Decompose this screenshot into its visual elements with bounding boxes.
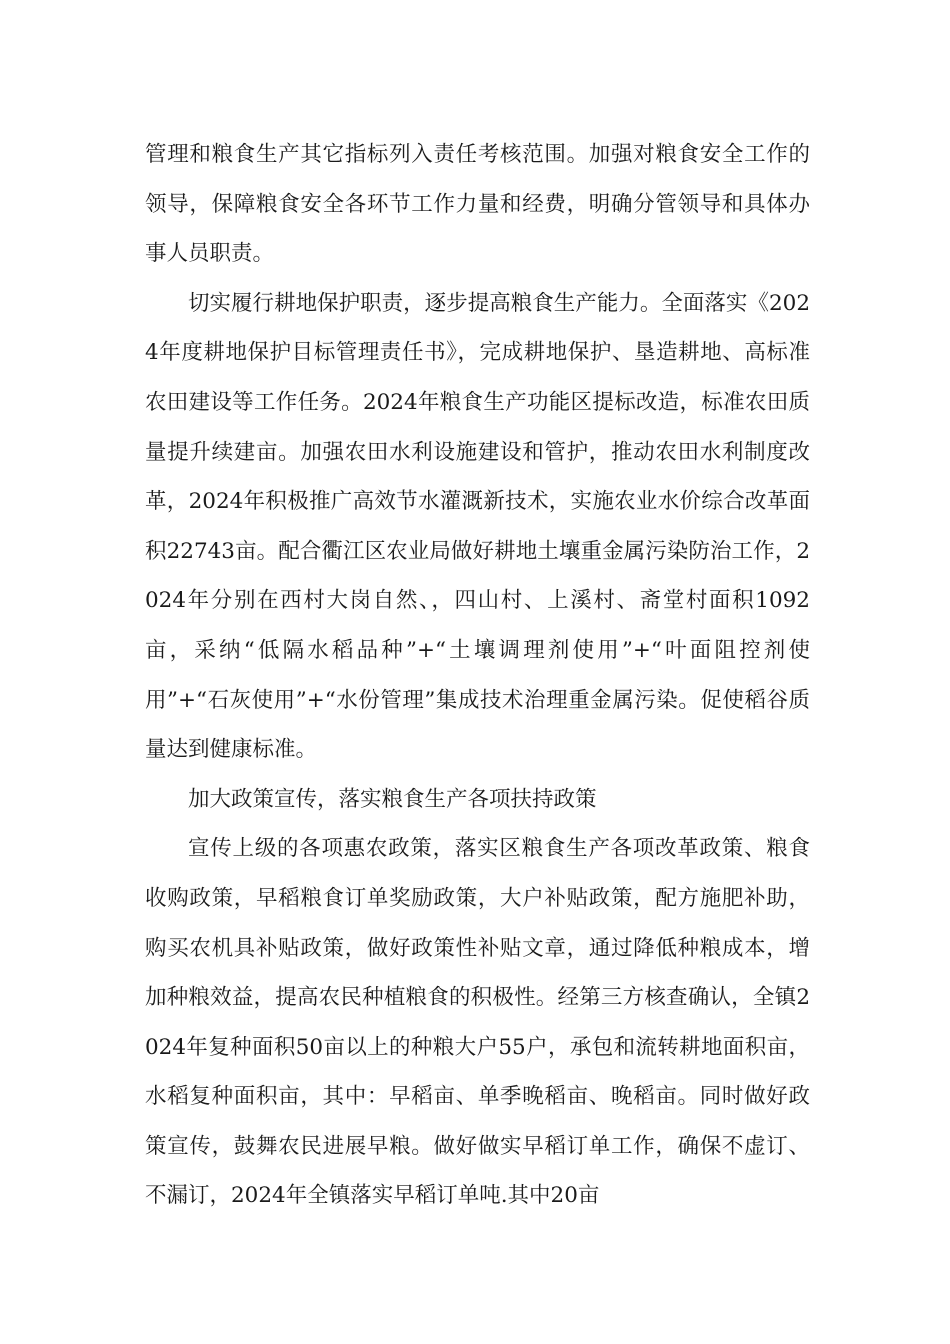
paragraph-policy-promotion: 宣传上级的各项惠农政策，落实区粮食生产各项改革政策、粮食收购政策，早稻粮食订单奖励政策，大户补贴政策，配方施肥补助，购买农机具补贴政策，做好政策性补贴文章，通过降低种粮成本，增加种粮效益，提高农民种植粮食的积极性。经第三方核查确认，全镇2024年复种面积50亩以上的种粮大户55户，承包和流转耕地面积亩，水稻复种面积亩，其中：早稻亩、单季晚稻亩、晚稻亩。同时做好政策宣传，鼓舞农民进展早粮。做好做实早稻订单工作，确保不虚订、不漏订，2024年全镇落实早稻订单吨.其中20亩: [145, 836, 810, 1209]
document-body: [145, 130, 810, 1221]
section-heading-policy: 加大政策宣传，落实粮食生产各项扶持政策: [188, 786, 597, 812]
paragraph-responsibility: 管理和粮食生产其它指标列入责任考核范围。加强对粮食安全工作的领导，保障粮食安全各环节工作力量和经费，明确分管领导和具体办事人员职责。: [145, 142, 810, 267]
paragraph-farmland-protection: 切实履行耕地保护职责，逐步提高粮食生产能力。全面落实《2024年度耕地保护目标管理责任书》，完成耕地保护、垦造耕地、高标准农田建设等工作任务。2024年粮食生产功能区提标改造，标准农田质量提升续建亩。加强农田水利设施建设和管护，推动农田水利制度改革，2024年积极推广高效节水灌溉新技术，实施农业水价综合改革面积22743亩。配合衢江区农业局做好耕地土壤重金属污染防治工作，2024年分别在西村大岗自然、，四山村、上溪村、斋堂村面积1092亩，采纳“低隔水稻品种”+“土壤调理剂使用”+“叶面阻控剂使用”+“石灰使用”+“水份管理”集成技术治理重金属污染。促使稻谷质量达到健康标准。: [145, 290, 810, 763]
